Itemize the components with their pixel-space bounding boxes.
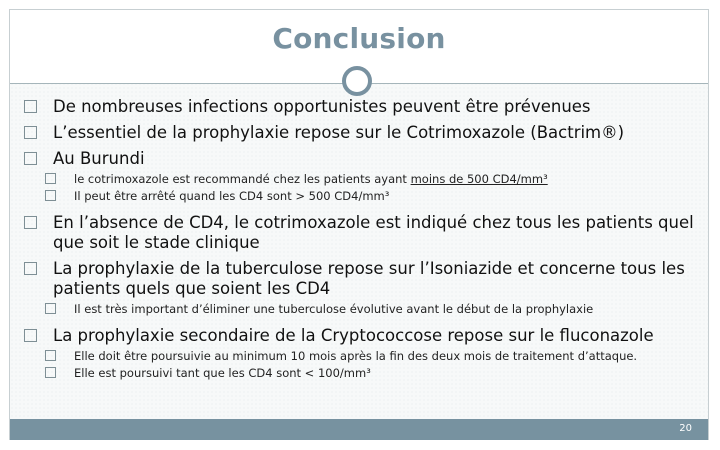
checkbox-bullet-icon [24, 100, 37, 113]
sub-bullet-item [24, 365, 694, 382]
sub-bullet-item [24, 171, 694, 188]
bullet-item [24, 149, 694, 169]
checkbox-bullet-icon [45, 303, 56, 314]
bullet-text: La prophylaxie secondaire de la Cryptococcose repose sur le fluconazole [53, 326, 654, 345]
checkbox-bullet-icon [45, 173, 56, 184]
bullet-item [24, 326, 694, 346]
checkbox-bullet-icon [45, 190, 56, 201]
sub-bullet-item [24, 301, 694, 318]
sub-bullet-group [24, 348, 694, 382]
checkbox-bullet-icon [24, 262, 37, 275]
page-number: 20 [679, 423, 692, 434]
bullet-text: L’essentiel de la prophylaxie repose sur le Cotrimoxazole (Bactrim®) [53, 123, 625, 142]
circle-ornament-icon [342, 66, 372, 96]
bullet-text: En l’absence de CD4, le cotrimoxazole est indiqué chez tous les patients quel que soit le stade clinique [53, 213, 694, 252]
checkbox-bullet-icon [24, 126, 37, 139]
bullet-item [24, 123, 694, 143]
sub-bullet-group [24, 171, 694, 205]
checkbox-bullet-icon [45, 367, 56, 378]
sub-bullet-text: le cotrimoxazole est recommandé chez les patients ayant [74, 172, 411, 186]
sub-bullet-text: Il peut être arrêté quand les CD4 sont > 500 CD4/mm³ [74, 189, 390, 203]
sub-bullet-text: Elle doit être poursuivie au minimum 10 mois après la fin des deux mois de traitement d’attaque. [74, 349, 638, 363]
footer-bar [10, 419, 708, 440]
bullet-text: La prophylaxie de la tuberculose repose sur l’Isoniazide et concerne tous les patients quels que soient les CD4 [53, 259, 685, 298]
slide-title: Conclusion [272, 22, 446, 55]
bullet-text: De nombreuses infections opportunistes peuvent être prévenues [53, 97, 591, 116]
sub-bullet-text: Il est très important d’éliminer une tuberculose évolutive avant le début de la prophylaxie [74, 302, 594, 316]
bullet-item [24, 259, 694, 299]
sub-bullet-item [24, 188, 694, 205]
sub-bullet-item [24, 348, 694, 365]
checkbox-bullet-icon [24, 216, 37, 229]
bullet-list [24, 97, 694, 390]
checkbox-bullet-icon [24, 329, 37, 342]
sub-bullet-text: Elle est poursuivi tant que les CD4 sont < 100/mm³ [74, 366, 371, 380]
sub-bullet-underlined-text: moins de 500 CD4/mm³ [410, 172, 548, 186]
checkbox-bullet-icon [45, 350, 56, 361]
checkbox-bullet-icon [24, 152, 37, 165]
bullet-item [24, 97, 694, 117]
bullet-item [24, 213, 694, 253]
sub-bullet-group [24, 301, 694, 318]
bullet-text: Au Burundi [53, 149, 145, 168]
